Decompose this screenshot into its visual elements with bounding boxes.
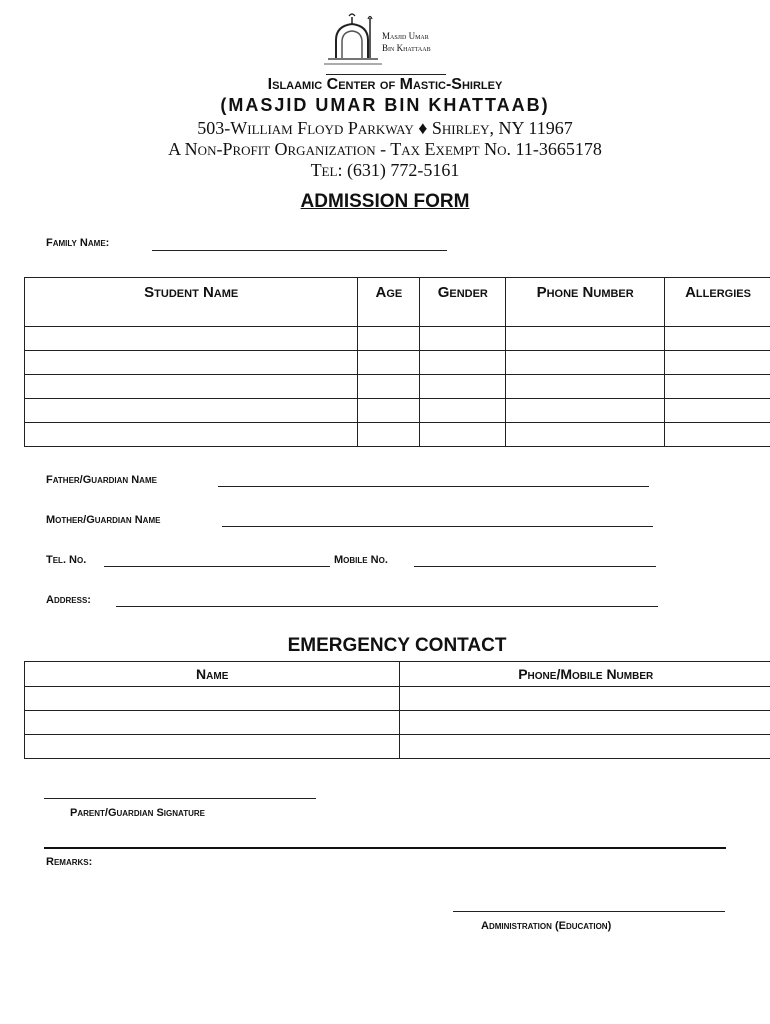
table-cell[interactable] (25, 399, 358, 423)
mobile-no-field[interactable] (414, 566, 656, 567)
telephone-line: Tel: (631) 772-5161 (310, 160, 460, 180)
table-row (25, 735, 770, 759)
table-row (25, 327, 770, 351)
masjid-logo (322, 10, 452, 72)
table-row (25, 423, 770, 447)
administration-signature-line[interactable] (453, 911, 725, 912)
table-cell[interactable] (25, 423, 358, 447)
table-cell[interactable] (506, 375, 665, 399)
emergency-table-header (25, 662, 770, 687)
header-phone-number: Phone Number (506, 278, 665, 327)
logo-text-line1: Masjid Umar (382, 31, 429, 41)
remarks-label: Remarks: (46, 856, 93, 868)
table-cell[interactable] (25, 735, 400, 759)
table-cell[interactable] (358, 375, 420, 399)
table-cell[interactable] (25, 375, 358, 399)
table-cell[interactable] (420, 327, 506, 351)
table-cell[interactable] (506, 351, 665, 375)
table-cell[interactable] (506, 423, 665, 447)
table-cell[interactable] (400, 711, 770, 735)
header-contact-name: Name (25, 662, 400, 687)
table-cell[interactable] (400, 687, 770, 711)
masjid-name: (MASJID UMAR BIN KHATTAAB) (220, 95, 550, 115)
family-name-field[interactable] (152, 250, 447, 251)
tel-no-label: Tel. No. (46, 554, 87, 566)
nonprofit-line: A Non-Profit Organization - Tax Exempt No. 11-3665178 (168, 139, 602, 159)
table-row (25, 711, 770, 735)
administration-education-label: Administration (Education) (481, 920, 612, 932)
table-cell[interactable] (665, 399, 770, 423)
family-name-label: Family Name: (46, 237, 110, 249)
table-cell[interactable] (420, 399, 506, 423)
header-phone-mobile-number: Phone/Mobile Number (400, 662, 770, 687)
signature-line[interactable] (44, 798, 316, 799)
logo-text-line2: Bin Khattaab (382, 43, 431, 53)
header-student-name: Student Name (25, 278, 358, 327)
header-allergies: Allergies (665, 278, 770, 327)
table-cell[interactable] (400, 735, 770, 759)
table-cell[interactable] (25, 351, 358, 375)
table-cell[interactable] (665, 351, 770, 375)
table-cell[interactable] (420, 375, 506, 399)
mobile-no-label: Mobile No. (334, 554, 388, 566)
father-guardian-label: Father/Guardian Name (46, 474, 157, 486)
mother-guardian-field[interactable] (222, 526, 653, 527)
students-table-header (25, 278, 770, 327)
table-cell[interactable] (506, 327, 665, 351)
table-cell[interactable] (420, 351, 506, 375)
form-title: ADMISSION FORM (300, 191, 470, 212)
table-cell[interactable] (506, 399, 665, 423)
table-row (25, 399, 770, 423)
table-row (25, 687, 770, 711)
emergency-contact-table (24, 661, 770, 759)
header-age: Age (358, 278, 420, 327)
table-cell[interactable] (420, 423, 506, 447)
tel-no-field[interactable] (104, 566, 330, 567)
father-guardian-field[interactable] (218, 486, 649, 487)
remarks-divider (44, 847, 726, 849)
students-table (24, 277, 770, 447)
table-cell[interactable] (25, 711, 400, 735)
table-cell[interactable] (358, 351, 420, 375)
mother-guardian-label: Mother/Guardian Name (46, 514, 161, 526)
table-row (25, 375, 770, 399)
table-cell[interactable] (358, 327, 420, 351)
table-cell[interactable] (358, 399, 420, 423)
address-field[interactable] (116, 606, 658, 607)
table-row (25, 351, 770, 375)
address-line: 503-William Floyd Parkway ♦ Shirley, NY 11967 (197, 118, 573, 138)
table-cell[interactable] (665, 423, 770, 447)
table-cell[interactable] (25, 687, 400, 711)
table-cell[interactable] (358, 423, 420, 447)
logo-underline (326, 74, 446, 75)
header-gender: Gender (420, 278, 506, 327)
mosque-dome-icon (322, 10, 382, 72)
emergency-contact-title: EMERGENCY CONTACT (287, 635, 507, 656)
table-cell[interactable] (665, 327, 770, 351)
table-cell[interactable] (25, 327, 358, 351)
org-name: Islaamic Center of Mastic-Shirley (267, 76, 503, 93)
address-label: Address: (46, 594, 91, 606)
parent-guardian-signature-label: Parent/Guardian Signature (70, 807, 205, 819)
table-cell[interactable] (665, 375, 770, 399)
